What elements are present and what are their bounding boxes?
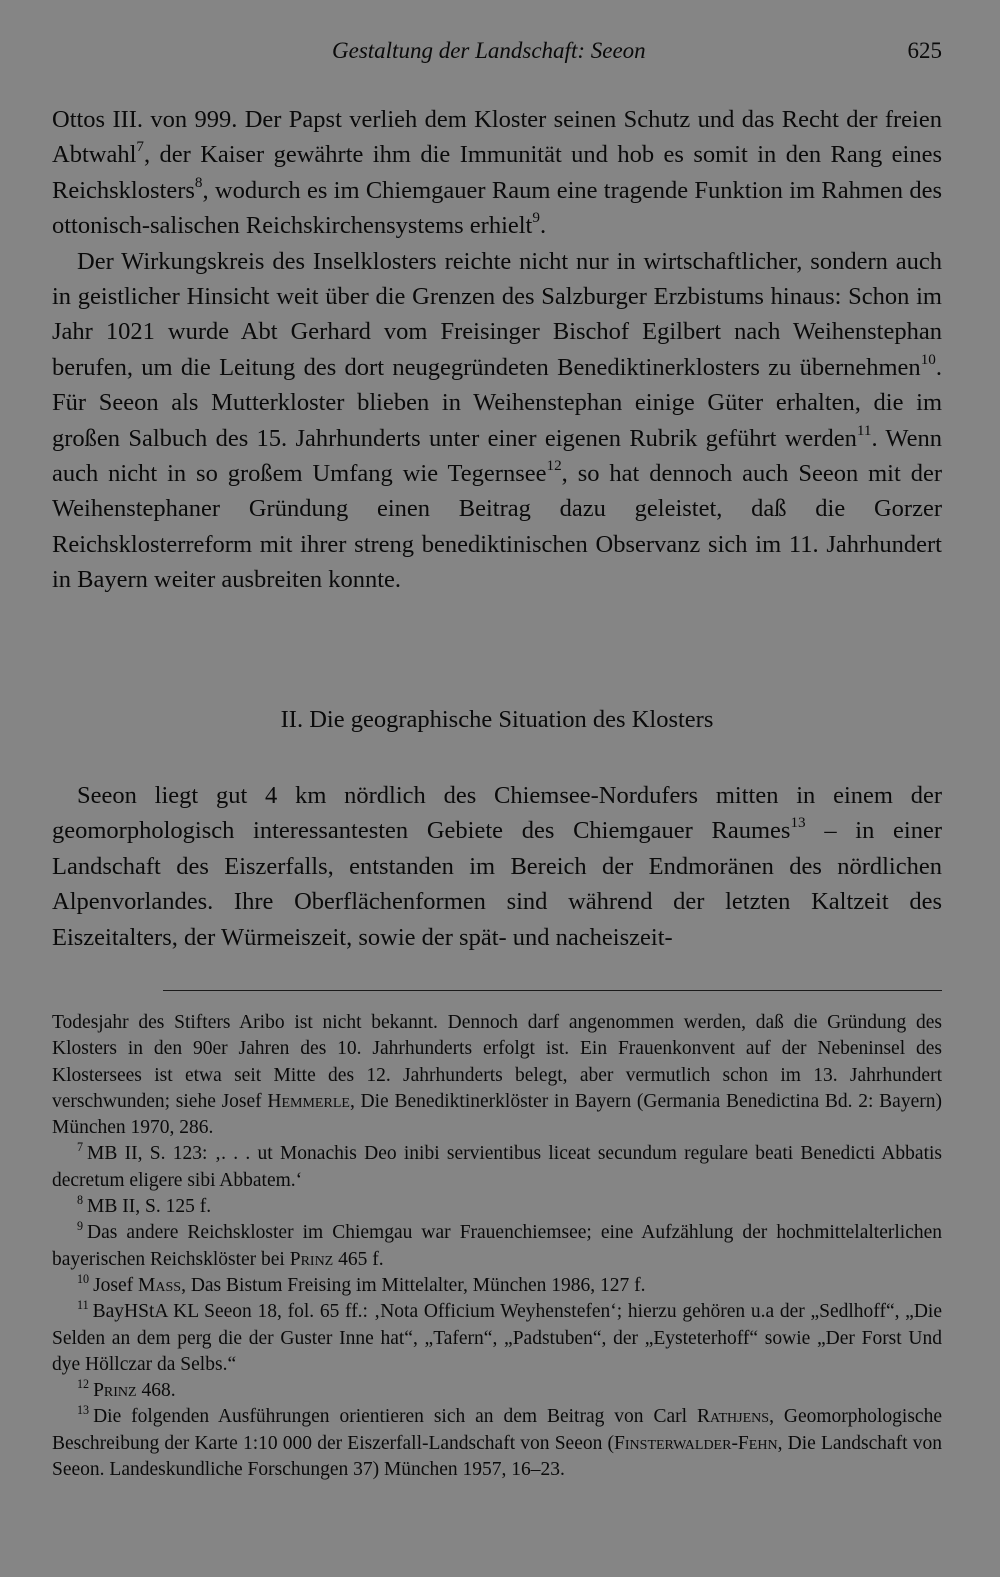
text-run: Todesjahr des Stifters Aribo ist nicht bekannt. Dennoch darf angenommen werden, daß die Gründung des Klosters in den 90er Jahren des 10. Jahrhunderts erfolgt ist. Ein Frauenkonvent auf der Nebeninsel des Klostersees ist etwa seit Mitte des 12. Jahrhunderts belegt, aber vermutlich schon im 13. Jahrhundert verschwunden; siehe Josef — [52, 1012, 942, 1112]
author-name: Hemmerle — [267, 1090, 350, 1112]
footnote-ref-11: 11 — [856, 421, 872, 439]
footnote-text: , Die Landschaft von Seeon. Landeskundliche Forschungen 37) München 1957, 16–23. — [52, 1432, 942, 1481]
author-name: Rathjens — [696, 1406, 770, 1428]
paragraph-1 — [52, 102, 942, 244]
author-name: Prinz — [289, 1248, 334, 1270]
paragraph-3 — [52, 778, 942, 955]
body-section-two — [52, 778, 942, 955]
footnote-ref-7: 7 — [136, 138, 144, 156]
author-name: Finsterwalder-Fehn — [614, 1432, 778, 1454]
text-run: . — [539, 212, 547, 240]
author-name: Prinz — [93, 1380, 137, 1402]
footnote-number: 9 — [77, 1218, 84, 1233]
footnote-text: Die folgenden Ausführungen orientieren sich an dem Beitrag von Carl — [93, 1406, 697, 1428]
footnote-text: MB II, S. 123: ‚. . . ut Monachis Deo inibi servientibus liceat secundum regulare beati Benedicti Abbatis decretum eligere sibi Abbatem.‘ — [52, 1143, 942, 1191]
text-run: Der Wirkungskreis des Inselklosters reichte nicht nur in wirtschaftlicher, sondern auch in geistlicher Hinsicht weit über die Grenzen des Salzburger Erzbistums hinaus: Schon im Jahr 1021 wurde Abt Gerhard vom Freisinger Bischof Egilbert nach Weihenstephan berufen, um die Leitung des dort neugegründeten Benediktinerklosters zu übernehmen — [52, 247, 942, 381]
footnote-text: BayHStA KL Seeon 18, fol. 65 ff.: ‚Nota Officium Weyhenstefen‘; hierzu gehören u.a der „Sedlhoff“, „Die Selden an dem perg die der Guster Inne hat“, „Tafern“, „Padstuben“, der „Eysteterhoff“ sowie „Der Forst Und dye Höllczar da Selbs.“ — [52, 1301, 942, 1375]
footnote-text: , Das Bistum Freising im Mittelalter, München 1986, 127 f. — [181, 1274, 646, 1296]
text-run: Ottos III. von 999. Der Papst verlieh dem Kloster seinen Schutz und das Recht der freien Abtwahl — [52, 106, 942, 169]
footnote-text: 465 f. — [333, 1248, 384, 1270]
text-run: . Für Seeon als Mutterkloster blieben in Weihenstephan einige Güter erhalten, die im großen Salbuch des 15. Jahrhunderts unter einer eigenen Rubrik geführt werden — [52, 353, 942, 452]
footnote-text: MB II, S. 125 f. — [87, 1196, 212, 1218]
text-run: . Wenn auch nicht in so großem Umfang wie Tegernsee — [52, 424, 942, 488]
text-run: , wodurch es im Chiemgauer Raum eine tragende Funktion im Rahmen des ottonisch-salischen Reichskirchensystems erhielt — [52, 176, 942, 240]
footnote-divider — [163, 990, 942, 991]
footnote-7 — [52, 1141, 942, 1194]
author-name: Mass — [138, 1274, 182, 1296]
text-run: , der Kaiser gewährte ihm die Immunität und hob es somit in den Rang eines Reichsklosters — [52, 141, 942, 204]
footnote-text: Josef — [93, 1274, 139, 1296]
footnote-ref-13: 13 — [790, 814, 806, 832]
footnote-11 — [52, 1299, 942, 1378]
footnote-text: 468. — [136, 1380, 176, 1402]
text-run: – in einer Landschaft des Eiszerfalls, entstanden im Bereich der Endmoränen des nördlichen Alpenvorlandes. Ihre Oberflächenformen sind während der letzten Kaltzeit des Eiszeitalters, der Würmeiszeit, sowie der spät- und nacheiszeit- — [52, 817, 942, 951]
footnote-ref-10: 10 — [920, 350, 936, 368]
footnote-8 — [52, 1194, 942, 1220]
footnote-number: 11 — [77, 1297, 89, 1312]
footnote-number: 12 — [77, 1376, 90, 1391]
footnote-number: 8 — [77, 1192, 84, 1207]
footnote-10 — [52, 1273, 942, 1299]
running-header-title: Gestaltung der Landschaft: Seeon — [332, 38, 646, 63]
section-heading: II. Die geographische Situation des Klosters — [280, 706, 714, 733]
footnote-text: , Geomorphologische Beschreibung der Karte 1:10 000 der Eiszerfall-Landschaft von Seeon ( — [52, 1406, 942, 1454]
footnote-12 — [52, 1378, 942, 1404]
book-page — [52, 0, 942, 1577]
footnote-number: 10 — [77, 1271, 90, 1286]
footnote-ref-9: 9 — [532, 209, 540, 227]
footnote-number: 13 — [77, 1403, 90, 1417]
paragraph-2 — [52, 244, 942, 598]
footnote-13 — [52, 1404, 942, 1483]
footnote-ref-8: 8 — [194, 173, 203, 191]
footnote-text: Das andere Reichskloster im Chiemgau war Frauenchiemsee; eine Aufzählung der hochmittelalterlichen bayerischen Reichsklöster bei — [52, 1222, 942, 1270]
footnote-number: 7 — [77, 1140, 84, 1155]
running-header — [52, 38, 942, 78]
text-run: Seeon liegt gut 4 km nördlich des Chiemsee-Nordufers mitten in einem der geomorphologisch interessantesten Gebiete des Chiemgauer Raumes — [52, 782, 942, 845]
footnotes — [52, 1010, 942, 1483]
text-run: , Die Benediktinerklöster in Bayern (Germania Benedictina Bd. 2: Bayern) München 1970, 286. — [52, 1090, 942, 1139]
footnote-continued — [52, 1010, 942, 1141]
page-number: 625 — [907, 38, 942, 63]
text-run: , so hat dennoch auch Seeon mit der Weihenstephaner Gründung einen Beitrag dazu geleistet, daß die Gorzer Reichsklosterreform mit ihrer streng benediktinischen Observanz sich im 11. Jahrhundert in Bayern weiter ausbreiten konnte. — [52, 460, 942, 594]
footnote-9 — [52, 1220, 942, 1273]
body-section-one — [52, 102, 942, 598]
footnote-ref-12: 12 — [546, 457, 562, 475]
